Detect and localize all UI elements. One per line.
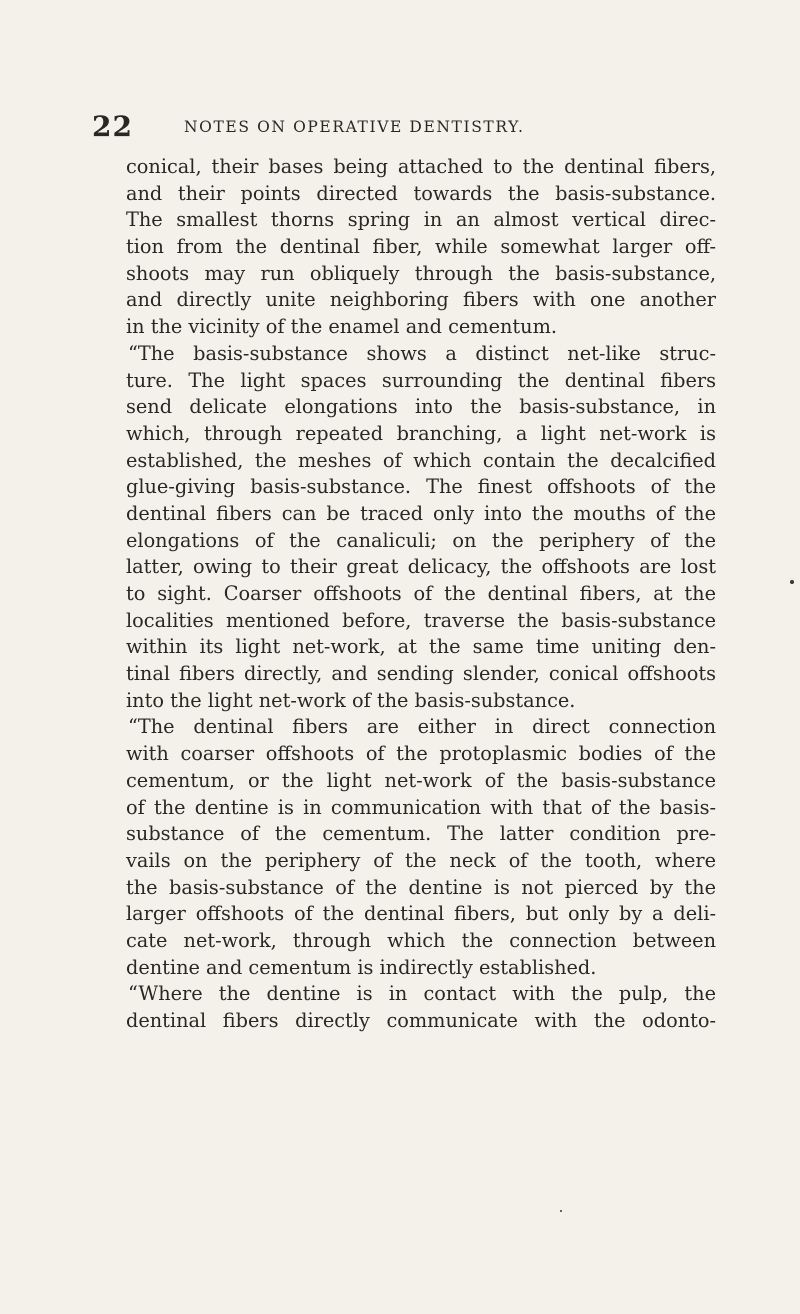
page-number: 22 — [92, 110, 133, 143]
text-line: the basis-substance of the dentine is not pierced by the — [126, 875, 716, 899]
text-line: dentine and cementum is indirectly established. — [126, 955, 597, 979]
text-line: tinal fibers directly, and sending slender, conical offshoots — [126, 662, 716, 686]
text-line: cate net-work, through which the connection between — [126, 928, 716, 952]
text-line: elongations of the canaliculi; on the periphery of the — [126, 528, 716, 552]
paragraph-start-line: “The basis-substance shows a distinct net-like struc- — [128, 341, 716, 365]
paragraph-start-line: “The dentinal fibers are either in direct connection — [128, 715, 716, 739]
scan-speck — [560, 1210, 562, 1212]
text-line: substance of the cementum. The latter condition pre- — [126, 822, 716, 846]
text-line: in the vicinity of the enamel and cementum. — [126, 315, 557, 339]
page-header — [92, 110, 722, 146]
text-line: dentinal fibers directly communicate with the odonto- — [126, 1009, 716, 1032]
text-line: into the light net-work of the basis-substance. — [126, 688, 576, 712]
text-line: and their points directed towards the basis-substance. — [126, 181, 716, 205]
text-line: glue-giving basis-substance. The finest offshoots of the — [126, 475, 716, 499]
text-line: shoots may run obliquely through the basis-substance, — [126, 261, 716, 285]
text-line: within its light net-work, at the same time uniting den- — [126, 635, 716, 659]
scan-speck — [790, 580, 794, 584]
text-line: and directly unite neighboring fibers with one another — [126, 288, 716, 312]
text-line: vails on the periphery of the neck of the tooth, where — [126, 848, 716, 872]
text-line: of the dentine is in communication with that of the basis- — [126, 795, 716, 819]
text-line: ture. The light spaces surrounding the dentinal fibers — [126, 368, 716, 392]
text-line: to sight. Coarser offshoots of the dentinal fibers, at the — [126, 582, 716, 605]
running-title: NOTES ON OPERATIVE DENTISTRY. — [184, 118, 525, 136]
text-line: send delicate elongations into the basis-substance, in — [126, 395, 716, 419]
text-line: latter, owing to their great delicacy, the offshoots are lost — [126, 555, 716, 579]
text-line: tion from the dentinal fiber, while somewhat larger off- — [126, 235, 716, 259]
text-line: localities mentioned before, traverse the basis-substance — [126, 608, 716, 632]
text-line: established, the meshes of which contain the decalcified — [126, 448, 716, 472]
body-text — [126, 154, 716, 1035]
text-line: The smallest thorns spring in an almost vertical direc- — [126, 208, 716, 232]
paragraph-start-line: “Where the dentine is in contact with the pulp, the — [128, 982, 716, 1006]
text-line: which, through repeated branching, a light net-work is — [126, 421, 716, 445]
text-line: conical, their bases being attached to the dentinal fibers, — [126, 155, 716, 178]
text-line: with coarser offshoots of the protoplasmic bodies of the — [126, 742, 716, 766]
text-line: larger offshoots of the dentinal fibers, but only by a deli- — [126, 902, 716, 926]
text-line: dentinal fibers can be traced only into the mouths of the — [126, 501, 716, 525]
text-line: cementum, or the light net-work of the basis-substance — [126, 768, 716, 792]
